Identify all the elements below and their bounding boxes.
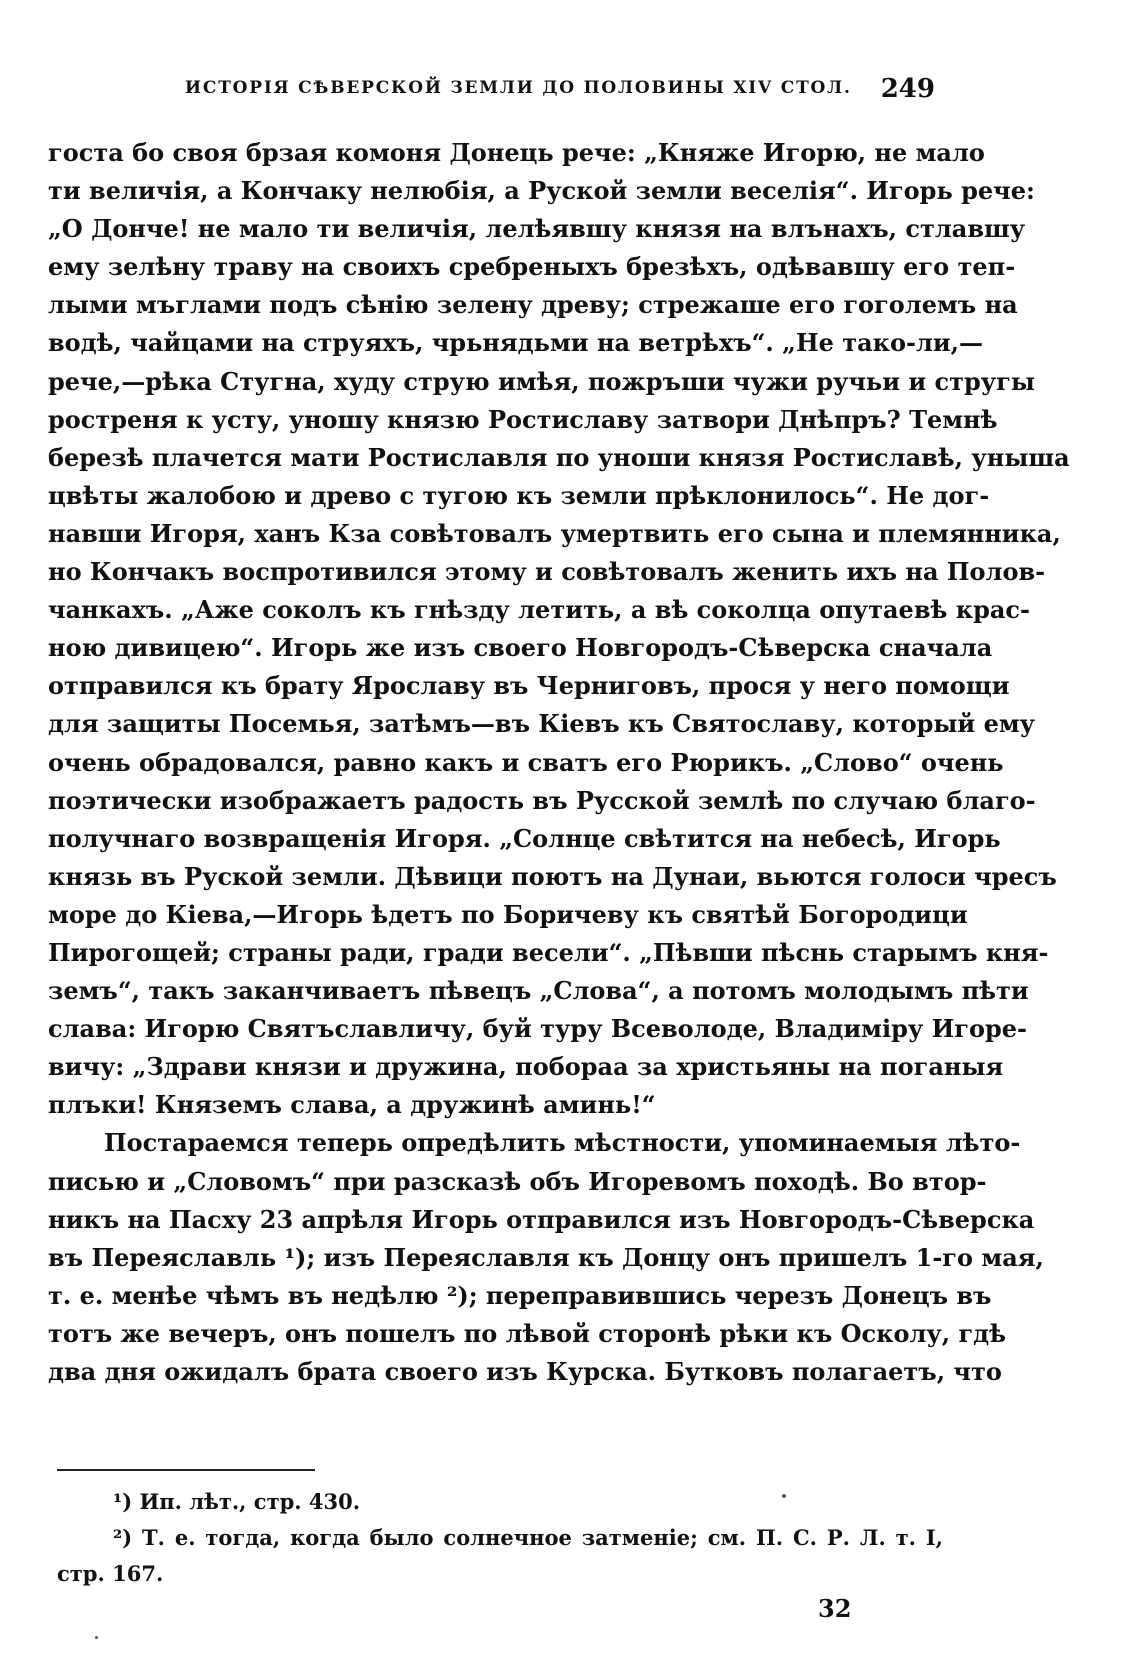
text-line: госта бо своя брзая комоня Донець рече: „Княже Игорю, не мало — [48, 138, 985, 167]
footnote-1: ¹) Ип. лѣт., стр. 430. — [113, 1489, 361, 1514]
text-line: поэтически изображаетъ радость въ Русской землѣ по случаю благо- — [48, 785, 1036, 815]
body-text — [48, 134, 1070, 1391]
text-line: березѣ плачется мати Ростиславля по уноши князя Ростиславѣ, уныша — [48, 442, 1070, 472]
text-line: никъ на Пасху 23 апрѣля Игорь отправился изъ Новгородъ-Сѣверска — [48, 1204, 1035, 1234]
text-line: князь въ Руской земли. Дѣвици поютъ на Дунаи, вьются голоси чресъ — [48, 861, 1057, 891]
text-line: писью и „Словомъ“ при разсказѣ объ Игоревомъ походѣ. Во втор- — [48, 1166, 987, 1196]
text-line: слава: Игорю Святъславличу, буй туру Всеволоде, Владиміру Игоре- — [48, 1014, 1028, 1044]
text-line: получнаго возвращенія Игоря. „Солнце свѣтится на небесѣ, Игорь — [48, 823, 1001, 853]
running-title: ИСТОРІЯ СѢВЕРСКОЙ ЗЕМЛИ ДО ПОЛОВИНЫ XIV СТОЛ. — [185, 78, 852, 98]
text-line: тотъ же вечеръ, онъ пошелъ по лѣвой сторонѣ рѣки къ Осколу, гдѣ — [48, 1318, 1007, 1348]
text-line: море до Кіева,—Игорь ѣдетъ по Боричеву къ святѣй Богородици — [48, 899, 968, 929]
paragraph-last-line: плъки! Княземъ слава, а дружинѣ аминь!“ — [48, 1090, 656, 1120]
print-speck — [782, 1494, 786, 1498]
text-line: въ Переяславль ¹); изъ Переяславля къ Донцу онъ пришелъ 1-го мая, — [48, 1242, 1044, 1272]
text-line: ною дивицею“. Игорь же изъ своего Новгородъ-Сѣверска сначала — [48, 633, 993, 663]
text-line: водѣ, чайцами на струяхъ, чрьнядьми на ветрѣхъ“. „Не тако-ли,— — [48, 328, 984, 358]
text-line: но Кончакъ воспротивился этому и совѣтовалъ женить ихъ на Полов- — [48, 557, 1046, 587]
text-line: чанкахъ. „Аже соколъ къ гнѣзду летить, а вѣ соколца опутаевѣ крас- — [48, 595, 1030, 625]
paragraph-first-line: Постараемся теперь опредѣлить мѣстности, упоминаемыя лѣто- — [104, 1128, 1021, 1158]
footnote-2-continuation: стр. 167. — [57, 1561, 164, 1586]
text-line: для защиты Посемья, затѣмъ—въ Кіевъ къ Святославу, который ему — [48, 709, 1036, 739]
text-line: навши Игоря, ханъ Кза совѣтовалъ умертвить его сына и племянника, — [48, 518, 1061, 548]
text-line: рече,—рѣка Стугна, худу струю имѣя, пожръши чужи ручьи и стругы — [48, 366, 1035, 396]
signature-mark: 32 — [818, 1594, 852, 1623]
text-line: очень обрадовался, равно какъ и сватъ его Рюрикъ. „Слово“ очень — [48, 747, 1004, 777]
print-speck — [95, 1636, 98, 1639]
text-line: ему зелѣну траву на своихъ сребреныхъ брезѣхъ, одѣвавшу его теп- — [48, 252, 1016, 282]
text-line: земъ“, такъ заканчиваетъ пѣвецъ „Слова“, а потомъ молодымъ пѣти — [48, 976, 1029, 1006]
text-line: лыми мъглами подъ сѣнію зелену древу; стрежаше его гоголемъ на — [48, 290, 1018, 320]
text-line: вичу: „Здрави князи и дружина, побораа за христьяны на поганыя — [48, 1052, 1004, 1082]
footnote-divider — [57, 1469, 315, 1471]
text-line: „О Донче! не мало ти величія, лелѣявшу князя на влънахъ, стлавшу — [48, 214, 1026, 244]
page-number: 249 — [880, 74, 935, 104]
footnotes — [57, 1484, 943, 1592]
text-line: два дня ожидалъ брата своего изъ Курска. Бутковъ полагаетъ, что — [48, 1357, 1002, 1386]
text-line: отправился къ брату Ярославу въ Черниговъ, прося у него помощи — [48, 671, 1010, 701]
footnote-2: ²) Т. е. тогда, когда было солнечное затменіе; см. П. С. Р. Л. т. I, — [113, 1525, 943, 1550]
text-line: ростреня к усту, уношу князю Ростиславу затвори Днѣпръ? Темнѣ — [48, 404, 998, 434]
text-line: Пирогощей; страны ради, гради весели“. „Пѣвши пѣснь старымъ кня- — [48, 937, 1049, 967]
text-line: ти величія, а Кончаку нелюбія, а Руской земли веселія“. Игорь рече: — [48, 176, 1035, 206]
running-head — [185, 74, 945, 108]
text-line: цвѣты жалобою и древо с тугою къ земли прѣклонилось“. Не дог- — [48, 480, 990, 510]
text-line: т. е. менѣе чѣмъ въ недѣлю ²); переправившись черезъ Донецъ въ — [48, 1280, 992, 1310]
